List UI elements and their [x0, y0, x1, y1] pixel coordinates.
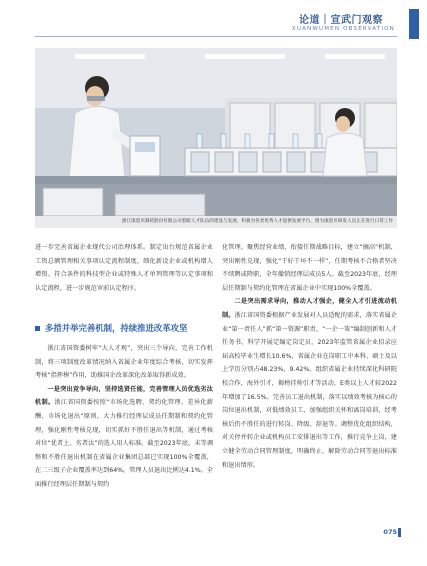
lab-photo-illustration	[35, 48, 397, 228]
paragraph-lead: 二是突出需求导向，推动人才强企，健全人才引进流动机制。	[222, 298, 397, 319]
section-heading	[35, 320, 213, 336]
lab-photo	[35, 48, 397, 228]
photo-caption: 浙江康恩贝制药股份有限公司着眼人才队伍的建设与发展，积极为各类优秀人才提供发展平台，图为康恩贝研发人员正在进行日常工作	[35, 216, 397, 228]
paragraph	[35, 383, 213, 492]
section-marker-icon	[35, 326, 40, 331]
paragraph: 浙江省国资委树牢“大人才观”，突出三个导向，完善工作机制，将三项制度改革情况纳入省属企业年度综合考核，切实发挥考核“指挥棒”作用，助推国企改革深化改革取得新成效。	[35, 345, 213, 380]
paragraph-body: 浙江省国资委按照“市场化选聘、契约化管理、差异化薪酬、市场化退出”原则，大力推行经理层成员任期制和契约化管理，强化刚性考核兑现，切实抓好不胜任退出等机制，通过考核对位“优者上、劣者汰”的选人用人标准。截至2023年底，末等调整和不胜任退出机制在省属企业集团总部已实现100%全覆盖，在二三级子企业覆盖率达到64%。管理人员退出比例达4.1%。全面推行经理层任期制与契约	[35, 399, 213, 488]
page-number: 075	[383, 528, 397, 536]
page-number-marker	[398, 528, 401, 537]
column-title: 论道｜宣武门观察	[299, 15, 383, 26]
paragraph-body: 浙江省国资委根据产业发展对人员适配的需求，落实省属企业“第一责任人”抓“第一资源”职责，“一企一策”编制创新和人才任务书，科学开展定编定岗定员，2023年监管省属企业招录应届高校毕业生增长10.6%，省属企业在岗职工中本科、硕士及以上学历分别占48.23%、9.42%。组织省属企业持续深化科研院校合作，海外引才，揭榜挂帅引才等活动，E类以上人才较2022年增加了16.5%。完善员工退出机制，落实以绩效考核为核心的岗位退出机制，对低绩效员工，加强组织关怀和离岗培训，经考核后仍不胜任的进行转岗、降级、辞退等。调整优化组织结构，对关停并转企业或机构员工安排退出等工作，推行竞争上岗，建立健全劳动合同管理制度，明确终止、解除劳动合同等退出标准和退出情形。	[222, 311, 398, 469]
paragraph: 化管理。聚焦经营业绩，衔接任期战略目标，建立“摘高”机制，突出刚性兑现，强化“干好干坏不一样”，任期考核不合格者坚决不续聘或降职，全年撤销经理层成员5人。截至2023年底，经理层任期制与契约化管理在省属企业中实现100%全覆盖。	[222, 244, 397, 292]
page-header	[0, 0, 427, 40]
paragraph	[222, 295, 397, 472]
column-subtitle: XUANWUMEN OBSERVATION	[291, 26, 395, 32]
column-right	[222, 241, 397, 472]
header-accent-bar	[409, 9, 419, 39]
paragraph-lead: 一是突出竞争导向，坚持选贤任能，完善管理人员优选劣汰机制。	[35, 385, 213, 407]
header-rule	[35, 36, 397, 37]
column-left	[35, 241, 213, 295]
paragraph: 进一步完善省属企业现代公司治理体系。制定出台规范省属企业工资总额管理相关事项认定流程制度，细化新设企业或机构增人增资、符合条件的科技型企业或特殊人才单列管理等认定事项和认定流程，进一步规范审前认定程序。	[35, 244, 213, 292]
column-left-lower	[35, 342, 213, 492]
section-title: 多措并举完善机制，持续推进改革攻坚	[45, 323, 188, 333]
